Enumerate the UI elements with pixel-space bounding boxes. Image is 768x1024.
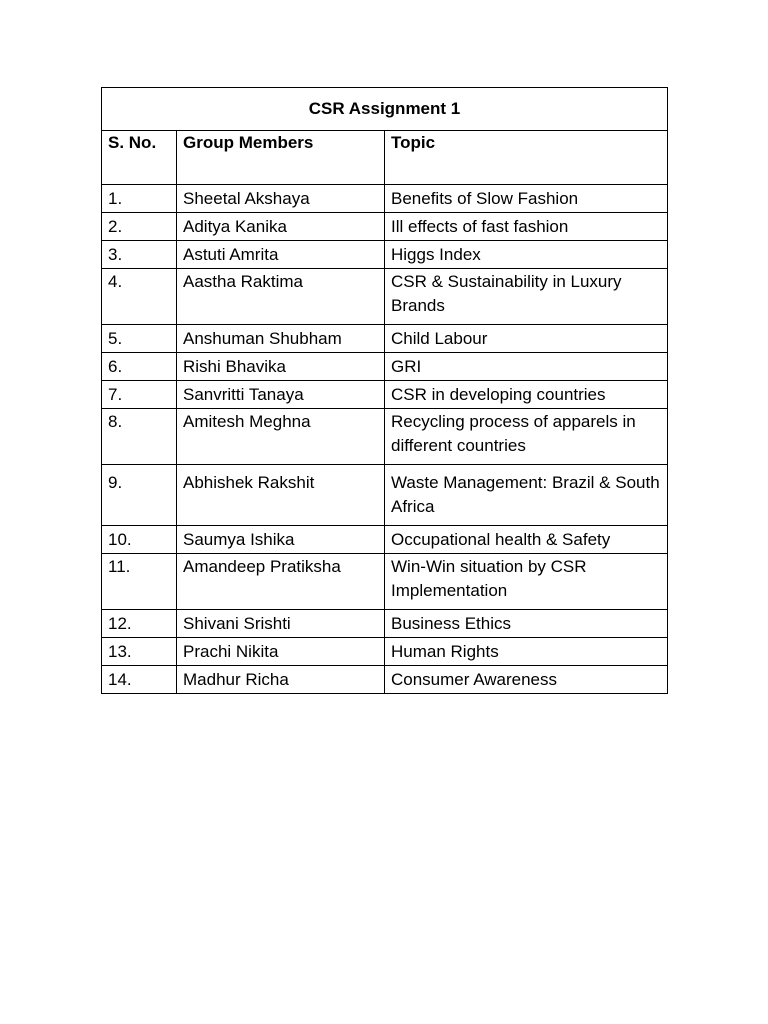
row-members: Rishi Bhavika — [177, 353, 385, 381]
row-members: Shivani Srishti — [177, 610, 385, 638]
header-group-members — [177, 131, 385, 185]
table-row — [102, 185, 668, 213]
table-row — [102, 241, 668, 269]
row-members: Amandeep Pratiksha — [177, 554, 385, 610]
row-sno: 14. — [102, 666, 177, 694]
row-members: Prachi Nikita — [177, 638, 385, 666]
row-sno: 6. — [102, 353, 177, 381]
row-topic: Higgs Index — [385, 241, 668, 269]
row-sno: 13. — [102, 638, 177, 666]
row-sno: 1. — [102, 185, 177, 213]
header-sno — [102, 131, 177, 185]
header-group-members-label: Group Members — [183, 133, 314, 152]
table-row — [102, 554, 668, 610]
row-topic: GRI — [385, 353, 668, 381]
row-sno: 12. — [102, 610, 177, 638]
row-topic: Child Labour — [385, 325, 668, 353]
row-members: Aastha Raktima — [177, 269, 385, 325]
row-topic: Benefits of Slow Fashion — [385, 185, 668, 213]
row-topic: Consumer Awareness — [385, 666, 668, 694]
table-row — [102, 269, 668, 325]
assignment-table — [101, 87, 668, 694]
row-topic: Win-Win situation by CSR Implementation — [385, 554, 668, 610]
row-members: Aditya Kanika — [177, 213, 385, 241]
table-row — [102, 638, 668, 666]
table-row — [102, 409, 668, 465]
row-topic: Waste Management: Brazil & South Africa — [385, 465, 668, 526]
header-topic-label: Topic — [391, 133, 436, 152]
row-topic: CSR in developing countries — [385, 381, 668, 409]
row-sno: 4. — [102, 269, 177, 325]
table-row — [102, 381, 668, 409]
row-members: Sanvritti Tanaya — [177, 381, 385, 409]
row-members: Anshuman Shubham — [177, 325, 385, 353]
header-sno-label: S. No. — [108, 133, 157, 152]
table-title-row — [102, 88, 668, 131]
row-sno: 9. — [102, 465, 177, 526]
table-row — [102, 666, 668, 694]
row-members: Saumya Ishika — [177, 526, 385, 554]
row-topic: Ill effects of fast fashion — [385, 213, 668, 241]
table-row — [102, 213, 668, 241]
table-row — [102, 610, 668, 638]
table-row — [102, 465, 668, 526]
table-row — [102, 353, 668, 381]
row-topic: Human Rights — [385, 638, 668, 666]
row-topic: Business Ethics — [385, 610, 668, 638]
table-header-row — [102, 131, 668, 185]
row-sno: 10. — [102, 526, 177, 554]
row-topic: Recycling process of apparels in different countries — [385, 409, 668, 465]
row-sno: 8. — [102, 409, 177, 465]
row-members: Abhishek Rakshit — [177, 465, 385, 526]
row-members: Astuti Amrita — [177, 241, 385, 269]
row-topic: CSR & Sustainability in Luxury Brands — [385, 269, 668, 325]
row-members: Sheetal Akshaya — [177, 185, 385, 213]
table-row — [102, 325, 668, 353]
header-topic — [385, 131, 668, 185]
row-sno: 2. — [102, 213, 177, 241]
table-title: CSR Assignment 1 — [102, 88, 668, 131]
row-sno: 7. — [102, 381, 177, 409]
row-sno: 3. — [102, 241, 177, 269]
row-sno: 5. — [102, 325, 177, 353]
table-row — [102, 526, 668, 554]
row-sno: 11. — [102, 554, 177, 610]
row-members: Amitesh Meghna — [177, 409, 385, 465]
row-topic: Occupational health & Safety — [385, 526, 668, 554]
row-members: Madhur Richa — [177, 666, 385, 694]
